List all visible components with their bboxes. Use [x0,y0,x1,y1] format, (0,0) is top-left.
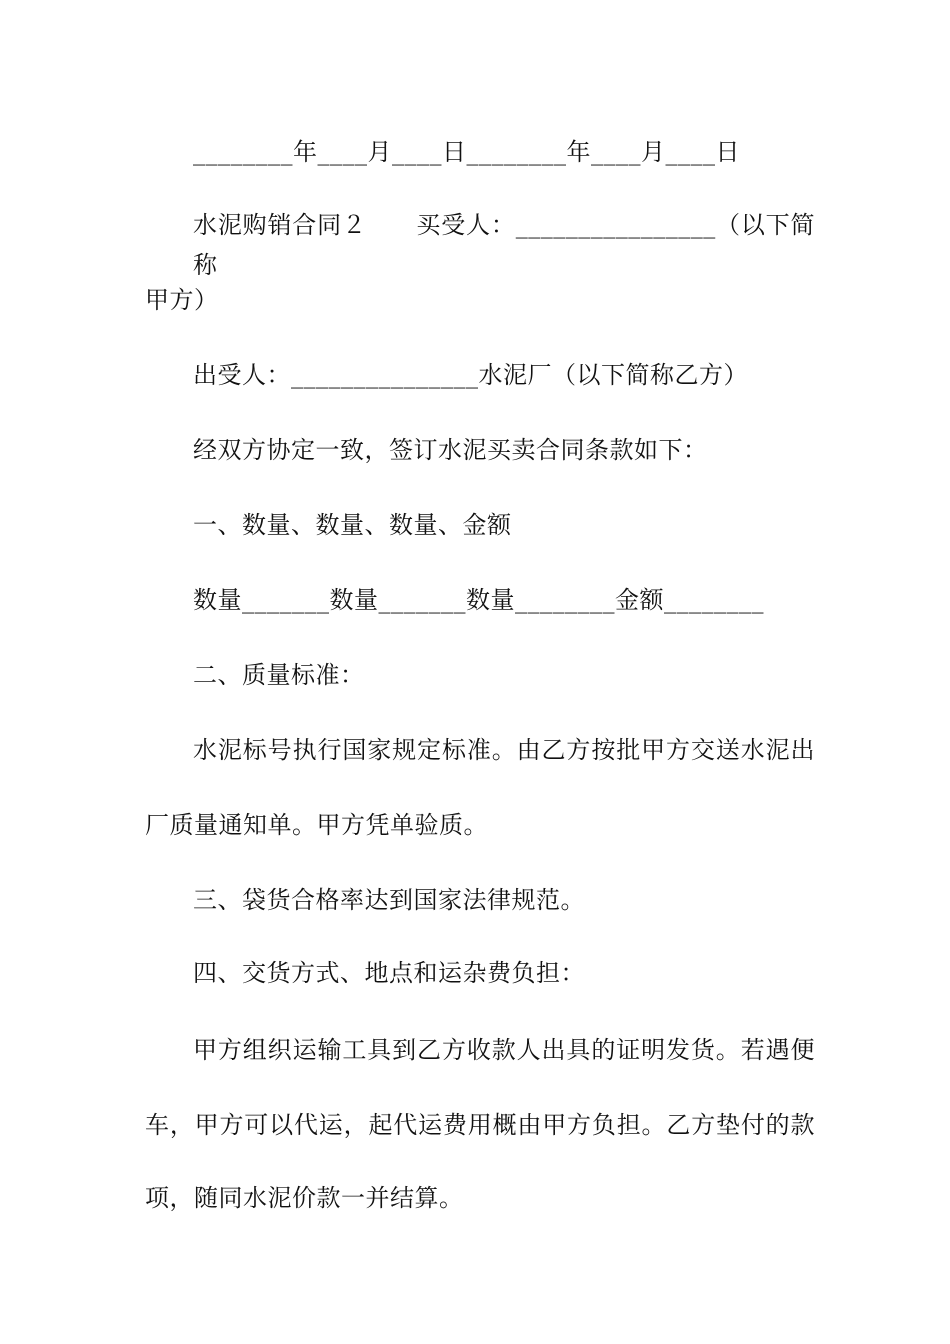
section-3-heading: 三、袋货合格率达到国家法律规范。 [193,886,585,914]
section-1-heading: 一、数量、数量、数量、金额 [193,511,512,539]
section-4-heading: 四、交货方式、地点和运杂费负担： [193,959,585,987]
agreement-intro: 经双方协定一致，签订水泥买卖合同条款如下： [193,436,708,464]
contract-title-buyer-line: 水泥购销合同２ 买受人：________________（以下简称 [193,211,815,279]
delivery-paragraph-line-3: 项，随同水泥价款一并结算。 [145,1184,464,1212]
buyer-abbrev-line: 甲方） [145,286,219,314]
date-line: ________年____月____日________年____月____日 [193,138,740,166]
quantity-amount-line: 数量_______数量_______数量________金额________ [193,586,764,614]
quality-paragraph-line-1: 水泥标号执行国家规定标准。由乙方按批甲方交送水泥出 [193,736,815,764]
seller-line: 出受人：_______________水泥厂（以下简称乙方） [193,361,748,389]
quality-paragraph-line-2: 厂质量通知单。甲方凭单验质。 [145,811,488,839]
section-2-heading: 二、质量标准： [193,661,365,689]
delivery-paragraph-line-2: 车，甲方可以代运，起代运费用概由甲方负担。乙方垫付的款 [145,1111,815,1139]
delivery-paragraph-line-1: 甲方组织运输工具到乙方收款人出具的证明发货。若遇便 [193,1036,815,1064]
